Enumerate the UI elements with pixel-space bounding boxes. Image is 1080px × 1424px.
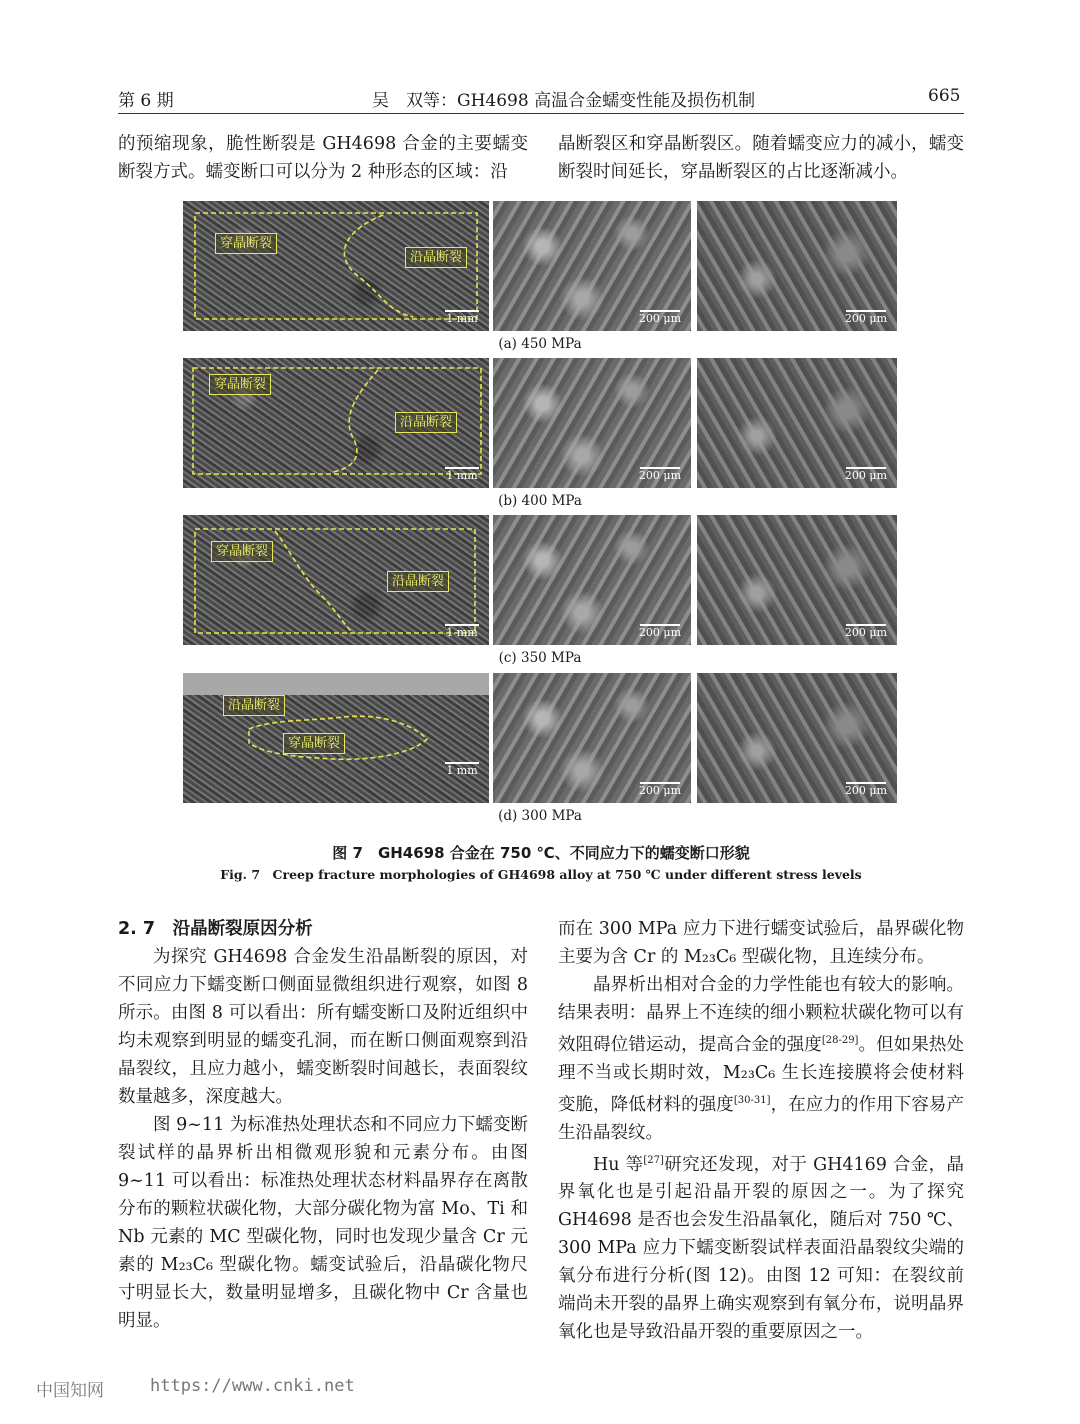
sem-image-b2: 200 μm [697, 358, 897, 488]
figure-row-d [183, 673, 897, 803]
cnki-site-name: 中国知网 [36, 1381, 104, 1401]
scale-bar-macro-b: 1 mm [446, 469, 478, 482]
macro-fractograph-c [183, 515, 489, 645]
right-column [558, 915, 964, 1346]
page-number: 665 [928, 86, 961, 106]
left-column [118, 915, 528, 1335]
zone-label-intergranular-d: 沿晶断裂 [223, 695, 285, 716]
carbide-formula: M₂₃C₆ [160, 1255, 214, 1275]
sublabel-a: (a) 450 MPa [498, 336, 582, 352]
macro-fractograph-a [183, 201, 489, 331]
zone-label-intergranular-a: 沿晶断裂 [405, 247, 467, 268]
sublabel-c: (c) 350 MPa [498, 650, 582, 666]
scale-bar-macro-a: 1 mm [446, 312, 478, 325]
zone-label-transgranular-c: 穿晶断裂 [211, 541, 273, 562]
zone-label-transgranular-b: 穿晶断裂 [209, 374, 271, 395]
sem-image-d2: 200 μm [697, 673, 897, 803]
citation-hu: [27] [643, 1154, 664, 1166]
citation-30-31: [30-31] [733, 1094, 771, 1106]
left-paragraph-2: 图 9~11 为标准热处理状态和不同应力下蠕变断裂试样的晶界析出相微观形貌和元素分布。由图 9~11 可以看出：标准热处理状态材料晶界存在离散分布的颗粒状碳化物，大部分碳化物为富 Mo、Ti 和 Nb 元素的 MC 型碳化物，同时也发现少量含 Cr 元素的 M₂₃C₆ 型碳化物。蠕变试验后，沿晶碳化物尺寸明显长大，数量明显增多，且碳化物中 Cr 含量也明显。 [118, 1115, 528, 1331]
macro-fractograph-d [183, 673, 489, 803]
sem-image-c1: 200 μm [493, 515, 691, 645]
sem-image-a2: 200 μm [697, 201, 897, 331]
sem-image-a1: 200 μm [493, 201, 691, 331]
top-right-paragraph: 晶断裂区和穿晶断裂区。随着蠕变应力的减小，蠕变断裂时间延长，穿晶断裂区的占比逐渐减小。 [558, 134, 964, 182]
figure-row-a [183, 201, 897, 331]
figure-row-b [183, 358, 897, 488]
zone-label-intergranular-b: 沿晶断裂 [395, 412, 457, 433]
sublabel-d: (d) 300 MPa [498, 808, 582, 824]
cnki-url[interactable]: https://www.cnki.net [150, 1376, 355, 1396]
sem-image-c2: 200 μm [697, 515, 897, 645]
top-left-paragraph: 的预缩现象，脆性断裂是 GH4698 合金的主要蠕变断裂方式。蠕变断口可以分为 2 种形态的区域：沿 [118, 134, 528, 182]
scale-bar-macro-c: 1 mm [446, 626, 478, 639]
zone-label-transgranular-a: 穿晶断裂 [215, 233, 277, 254]
citation-28-29: [28-29] [821, 1035, 859, 1046]
sem-image-d1: 200 μm [493, 673, 691, 803]
scale-bar-macro-d: 1 mm [446, 764, 478, 777]
sublabel-b: (b) 400 MPa [498, 493, 582, 509]
left-paragraph-1: 为探究 GH4698 合金发生沿晶断裂的原因，对不同应力下蠕变断口侧面显微组织进行观察，如图 8 所示。由图 8 可以看出：所有蠕变断口及附近组织中均未观察到明显的蠕变孔洞，而在断口侧面观察到沿晶裂纹，且应力越小，蠕变断裂时间越长，表面裂纹数量越多，深度越大。 [118, 947, 528, 1107]
zone-label-intergranular-c: 沿晶断裂 [387, 571, 449, 592]
macro-fractograph-b [183, 358, 489, 488]
right-paragraph-3: Hu 等[27]研究还发现，对于 GH4169 合金，晶界氧化也是引起沿晶开裂的原因之一。为了探究 GH4698 是否也会发生沿晶氧化，随后对 750 ℃、300 MPa 应力下蠕变断裂试样表面沿晶裂纹尖端的氧分布进行分析(图 12)。由图 12 可知：在裂纹前端尚未开裂的晶界上确实观察到有氧分布，说明晶界氧化也是导致沿晶开裂的重要原因之一。 [558, 1154, 964, 1343]
zone-label-transgranular-d: 穿晶断裂 [283, 733, 345, 754]
issue-label: 第 6 期 [118, 91, 174, 111]
figure-caption-cn: 图 7 GH4698 合金在 750 ℃、不同应力下的蠕变断口形貌 [332, 844, 750, 862]
figure-caption-en: Fig. 7 Creep fracture morphologies of GH4698 alloy at 750 ℃ under different stress levels [220, 867, 862, 882]
sem-image-b1: 200 μm [493, 358, 691, 488]
header-rule [118, 113, 964, 114]
running-title: 吴 双等：GH4698 高温合金蠕变性能及损伤机制 [372, 91, 756, 111]
figure-row-c [183, 515, 897, 645]
section-heading: 2. 7 沿晶断裂原因分析 [118, 919, 313, 939]
right-paragraph-2: 晶界析出相对合金的力学性能也有较大的影响。结果表明：晶界上不连续的细小颗粒状碳化物可以有效阻碍位错运动，提高合金的强度[28-29]。但如果热处理不当或长期时效，M₂₃C₆ 生长连接膜将会使材料变脆，降低材料的强度[30-31]，在应力的作用下容易产生沿晶裂纹。 [558, 975, 965, 1143]
right-paragraph-1: 而在 300 MPa 应力下进行蠕变试验后，晶界碳化物主要为含 Cr 的 M₂₃C₆ 型碳化物，且连续分布。 [558, 919, 964, 967]
